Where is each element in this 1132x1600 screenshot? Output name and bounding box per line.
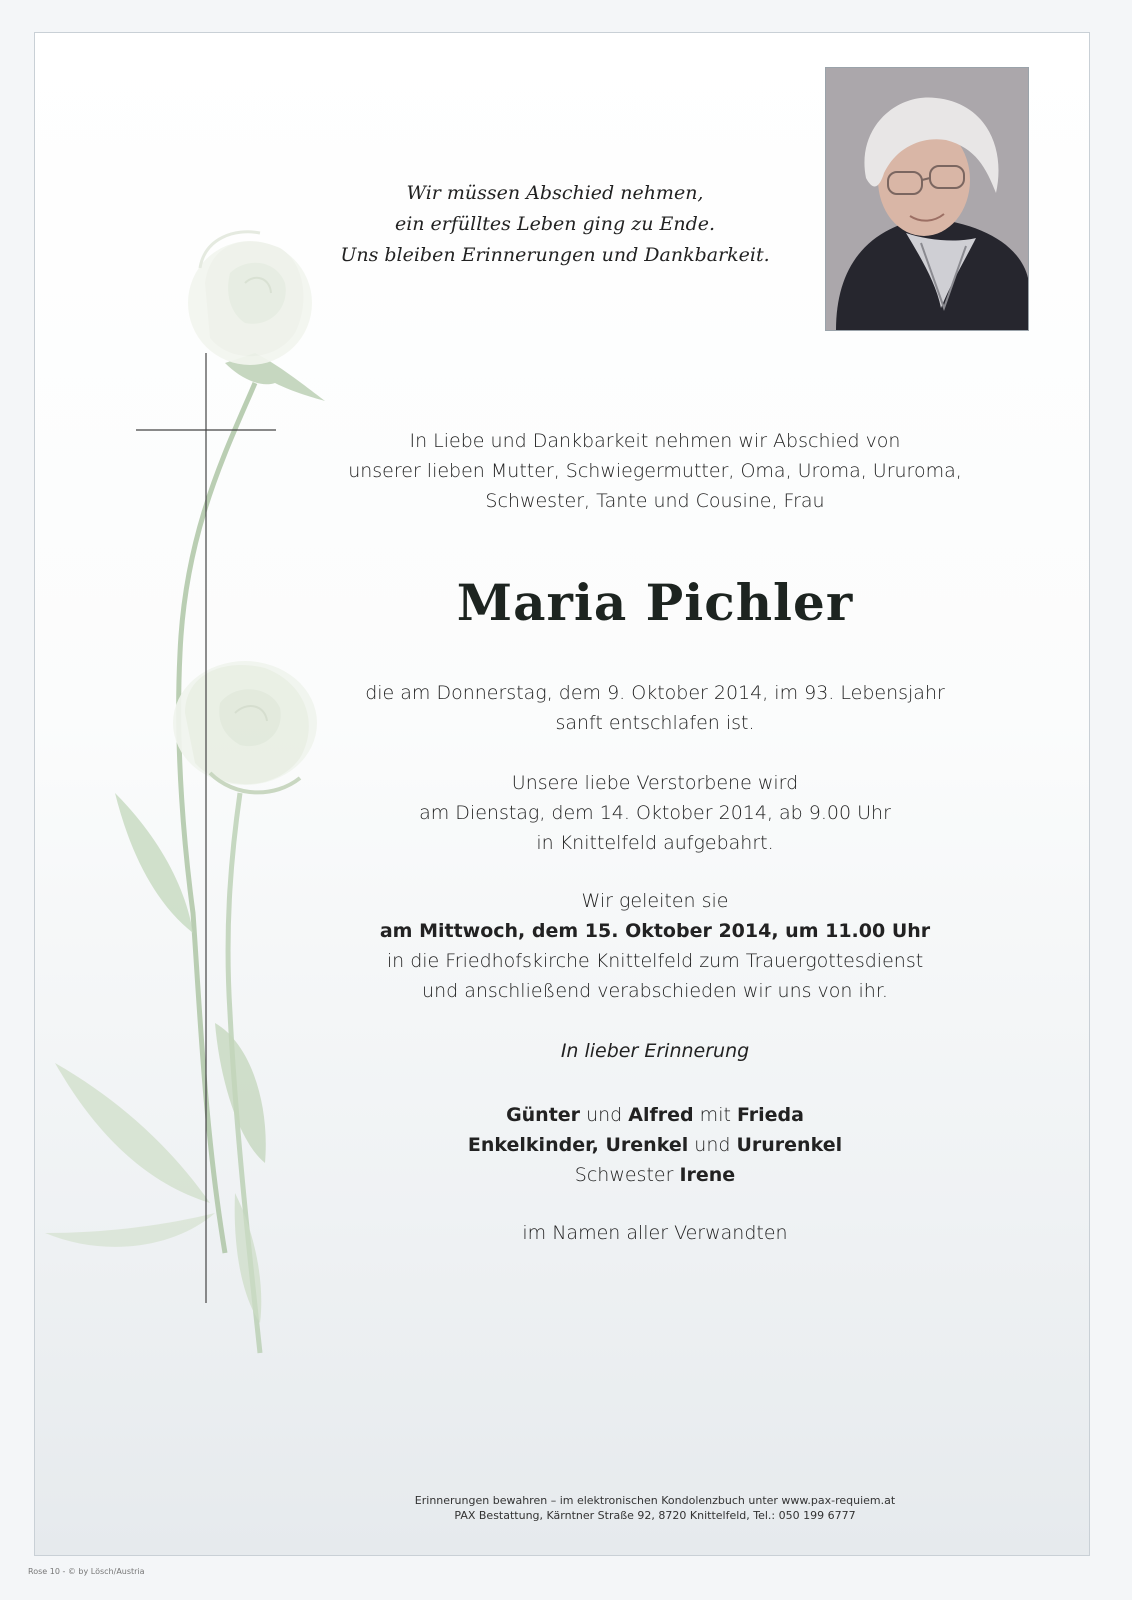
funeral-line: und anschließend verabschieden wir uns von ihr. — [422, 980, 888, 1002]
death-notice — [285, 678, 1025, 738]
death-line: sanft entschlafen ist. — [555, 712, 755, 734]
quote-line: Wir müssen Abschied nehmen, — [406, 182, 704, 204]
intro-text — [285, 426, 1025, 516]
mourners-row: Günter und Alfred mit Frieda — [506, 1104, 804, 1126]
viewing-line: Unsere liebe Verstorbene wird — [511, 772, 799, 794]
death-line: die am Donnerstag, dem 9. Oktober 2014, im 93. Lebensjahr — [365, 682, 945, 704]
funeral-line: Wir geleiten sie — [581, 890, 729, 912]
intro-line: In Liebe und Dankbarkeit nehmen wir Abschied von — [409, 430, 901, 452]
deceased-name: Maria Pichler — [456, 573, 854, 632]
obituary-card — [34, 32, 1090, 1556]
mourners-row: Schwester Irene — [574, 1164, 736, 1186]
footer-line: PAX Bestattung, Kärntner Straße 92, 8720 Knittelfeld, Tel.: 050 199 6777 — [454, 1509, 856, 1522]
mourners-row: Enkelkinder, Urenkel und Ururenkel — [467, 1134, 843, 1156]
portrait-photo — [825, 67, 1029, 331]
memorial-quote — [335, 178, 775, 271]
relatives-line: im Namen aller Verwandten — [522, 1222, 788, 1244]
viewing-notice — [285, 768, 1025, 858]
design-credit: Rose 10 - © by Lösch/Austria — [28, 1567, 145, 1576]
quote-line: Uns bleiben Erinnerungen und Dankbarkeit. — [340, 244, 770, 266]
funeral-notice — [285, 886, 1025, 1006]
mourners-list — [285, 1100, 1025, 1190]
funeral-date-line: am Mittwoch, dem 15. Oktober 2014, um 11.00 Uhr — [379, 920, 931, 942]
footer-line: Erinnerungen bewahren – im elektronischen Kondolenzbuch unter www.pax-requiem.at — [414, 1494, 896, 1507]
intro-line: Schwester, Tante und Cousine, Frau — [485, 490, 825, 512]
viewing-line: in Knittelfeld aufgebahrt. — [536, 832, 774, 854]
intro-line: unserer lieben Mutter, Schwiegermutter, Oma, Uroma, Ururoma, — [348, 460, 962, 482]
viewing-line: am Dienstag, dem 14. Oktober 2014, ab 9.00 Uhr — [419, 802, 891, 824]
quote-line: ein erfülltes Leben ging zu Ende. — [394, 213, 716, 235]
funeral-line: in die Friedhofskirche Knittelfeld zum Trauergottesdienst — [386, 950, 924, 972]
remembrance-heading: In lieber Erinnerung — [560, 1040, 750, 1062]
footer-info — [285, 1493, 1025, 1523]
